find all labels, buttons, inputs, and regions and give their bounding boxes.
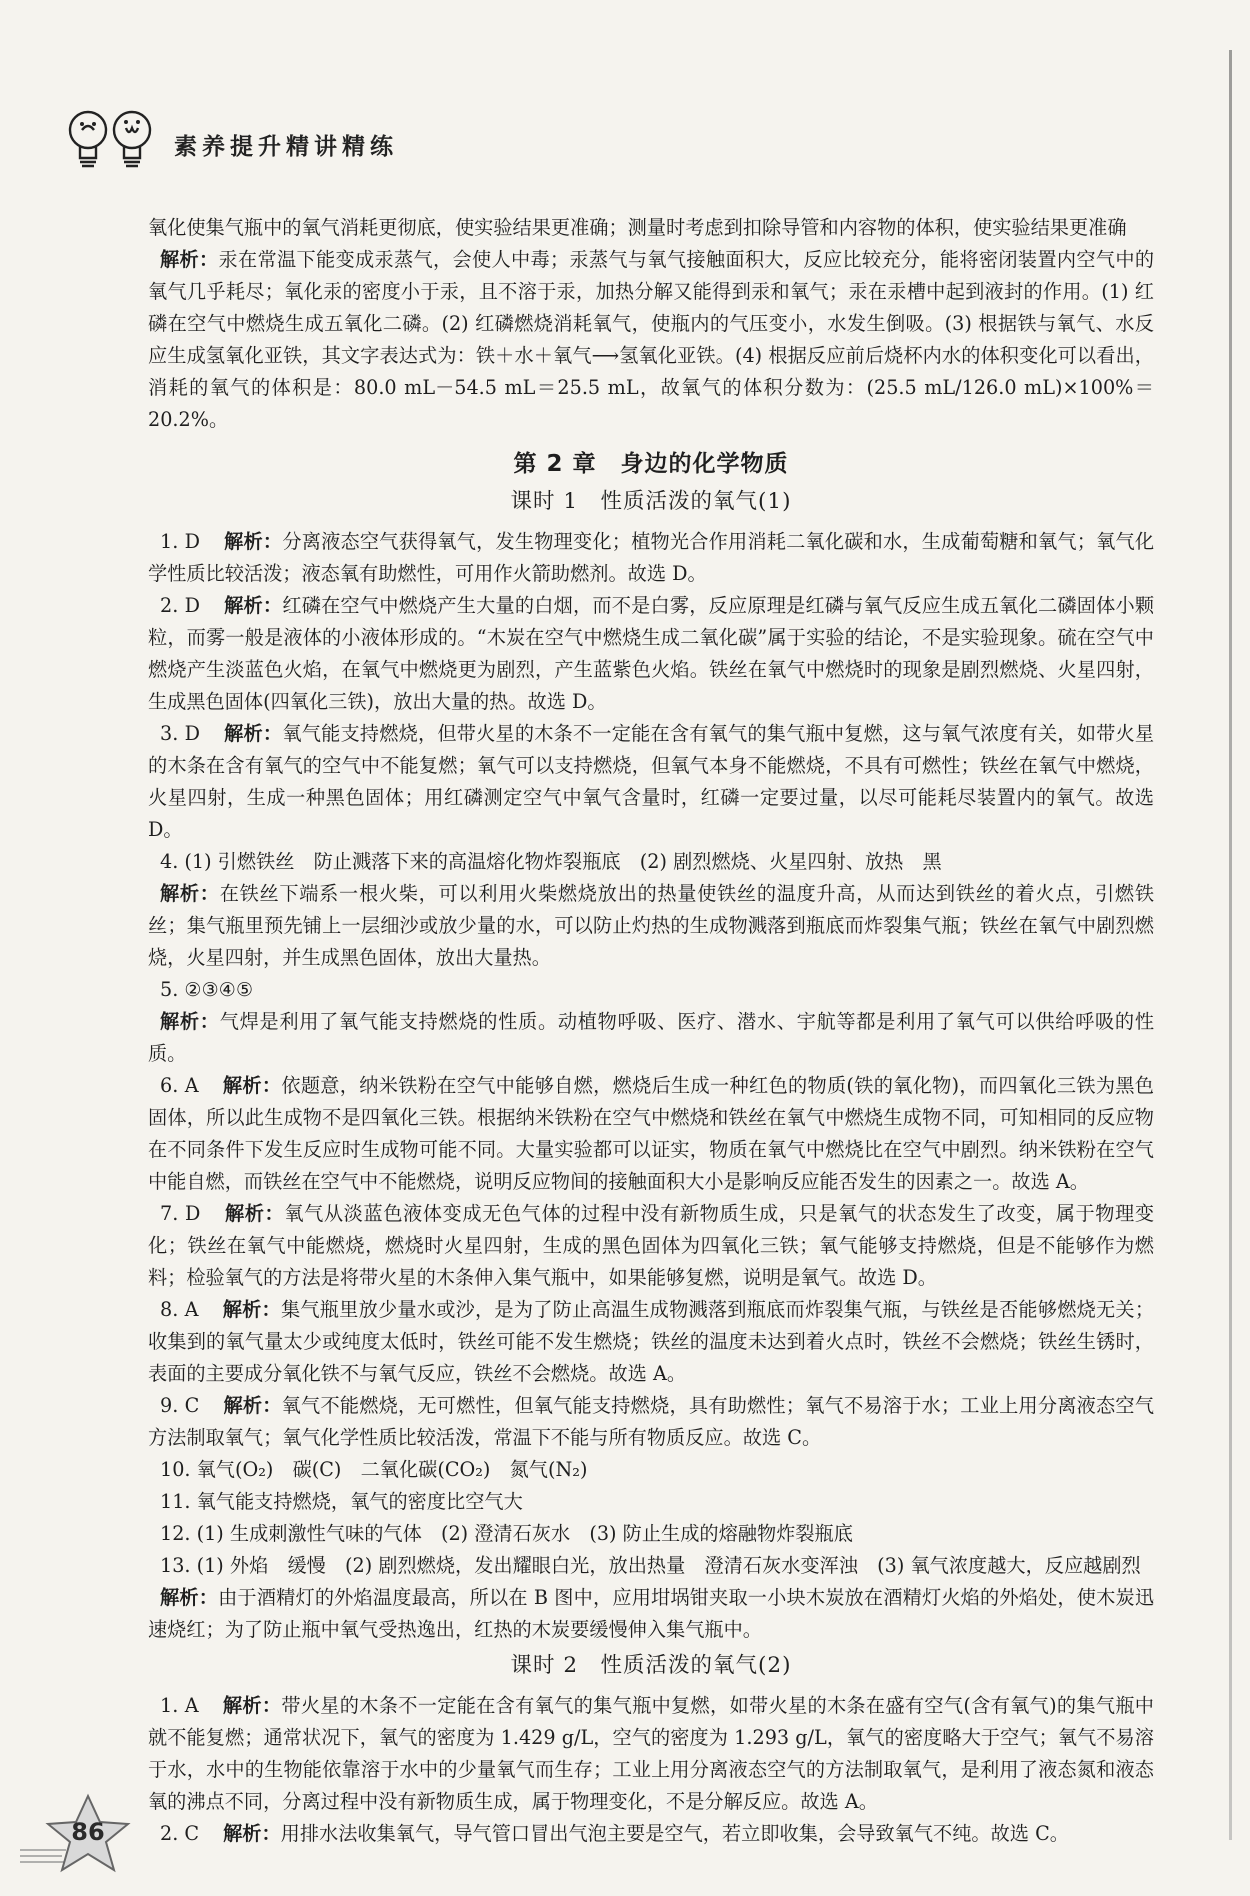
l2-q1: 1. A 解析：带火星的木条不一定能在含有氧气的集气瓶中复燃，如带火星的木条在盛有空气(含有氧气)的集气瓶中就不能复燃；通常状况下，氧气的密度为 1.429 g/L，空气的密度为 1.293 g/L，氧气的密度略大于空气；氧气不易溶于水，水中的生物能依靠溶于水中的少量氧气而生存；工业上用分离液态空气的方法制取氧气，是利用了液态氮和液态氧的沸点不同，分离过程中没有新物质生成，属于物理变化，不是分解反应。故选 A。 [148, 1694, 1154, 1813]
page-number: 86 [71, 1818, 105, 1846]
l1-q4-answer: 4. (1) 引燃铁丝 防止溅落下来的高温熔化物炸裂瓶底 (2) 剧烈燃烧、火星四射、放热 黑 [160, 850, 942, 873]
lesson2-title: 课时 2 性质活泼的氧气(2) [510, 1653, 792, 1678]
l1-q9: 9. C 解析：氧气不能燃烧，无可燃性，但氧气能支持燃烧，具有助燃性；氧气不易溶于水；工业上用分离液态空气方法制取氧气；氧气化学性质比较活泼，常温下不能与所有物质反应。故选 C。 [148, 1394, 1155, 1449]
intro-continuation: 氧化使集气瓶中的氧气消耗更彻底，使实验结果更准确；测量时考虑到扣除导管和内容物的体积，使实验结果更准确 [148, 216, 1127, 239]
intro-analysis: 解析：汞在常温下能变成汞蒸气，会使人中毒；汞蒸气与氧气接触面积大，反应比较充分，能将密闭装置内空气中的氧气几乎耗尽；氧化汞的密度小于汞，且不溶于汞，加热分解又能得到汞和氧气；汞在汞槽中起到液封的作用。(1) 红磷在空气中燃烧生成五氧化二磷。(2) 红磷燃烧消耗氧气，使瓶内的气压变小，水发生倒吸。(3) 根据铁与氧气、水反应生成氢氧化亚铁，其文字表达式为：铁＋水＋氧气⟶氢氧化亚铁。(4) 根据反应前后烧杯内水的体积变化可以看出，消耗的氧气的体积是：80.0 mL－54.5 mL＝25.5 mL，故氧气的体积分数为：(25.5 mL/126.0 mL)×100%＝20.2%。 [148, 248, 1155, 431]
l1-q4-analysis: 解析：在铁丝下端系一根火柴，可以利用火柴燃烧放出的热量使铁丝的温度升高，从而达到铁丝的着火点，引燃铁丝；集气瓶里预先铺上一层细沙或放少量的水，可以防止灼热的生成物溅落到瓶底而炸裂集气瓶；铁丝在氧气中剧烈燃烧，火星四射，并生成黑色固体，放出大量热。 [148, 882, 1155, 969]
l1-q13-answer: 13. (1) 外焰 缓慢 (2) 剧烈燃烧，发出耀眼白光，放出热量 澄清石灰水变浑浊 (3) 氧气浓度越大，反应越剧烈 [160, 1554, 1141, 1577]
l1-q5-analysis: 解析：气焊是利用了氧气能支持燃烧的性质。动植物呼吸、医疗、潜水、宇航等都是利用了氧气可以供给呼吸的性质。 [148, 1010, 1155, 1065]
book-spine-shadow [1229, 50, 1232, 1840]
lesson1-title: 课时 1 性质活泼的氧气(1) [510, 489, 792, 514]
l1-q13-analysis: 解析：由于酒精灯的外焰温度最高，所以在 B 图中，应用坩埚钳夹取一小块木炭放在酒精灯火焰的外焰处，使木炭迅速烧红；为了防止瓶中氧气受热逸出，红热的木炭要缓慢伸入集气瓶中。 [148, 1586, 1155, 1641]
header-title: 素养提升精讲精练 [174, 134, 398, 160]
l1-q5-answer: 5. ②③④⑤ [160, 978, 254, 1001]
l1-q10: 10. 氧气(O₂) 碳(C) 二氧化碳(CO₂) 氮气(N₂) [160, 1458, 588, 1481]
l1-q8: 8. A 解析：集气瓶里放少量水或沙，是为了防止高温生成物溅落到瓶底而炸裂集气瓶，与铁丝是否能够燃烧无关；收集到的氧气量太少或纯度太低时，铁丝可能不发生燃烧；铁丝的温度未达到着火点时，铁丝不会燃烧；铁丝生锈时，表面的主要成分氧化铁不与氧气反应，铁丝不会燃烧。故选 A。 [148, 1298, 1155, 1385]
answer-content [148, 212, 1154, 1850]
page-footer [20, 1790, 180, 1880]
chapter-title: 第 2 章 身边的化学物质 [513, 451, 789, 477]
l2-q2: 2. C 解析：用排水法收集氧气，导气管口冒出气泡主要是空气，若立即收集，会导致氧气不纯。故选 C。 [160, 1822, 1069, 1845]
l1-q12: 12. (1) 生成刺激性气味的气体 (2) 澄清石灰水 (3) 防止生成的熔融物炸裂瓶底 [160, 1522, 853, 1545]
l1-q11: 11. 氧气能支持燃烧，氧气的密度比空气大 [160, 1490, 523, 1513]
l1-q7: 7. D 解析：氧气从淡蓝色液体变成无色气体的过程中没有新物质生成，只是氧气的状态发生了改变，属于物理变化；铁丝在氧气中能燃烧，燃烧时火星四射，生成的黑色固体为四氧化三铁；氧气能够支持燃烧，但是不能够作为燃料；检验氧气的方法是将带火星的木条伸入集气瓶中，如果能够复燃，说明是氧气。故选 D。 [148, 1202, 1155, 1289]
l1-q3: 3. D 解析：氧气能支持燃烧，但带火星的木条不一定能在含有氧气的集气瓶中复燃，这与氧气浓度有关，如带火星的木条在含有氧气的空气中不能复燃；氧气可以支持燃烧，但氧气本身不能燃烧，不具有可燃性；铁丝在氧气中燃烧，火星四射，生成一种黑色固体；用红磷测定空气中氧气含量时，红磷一定要过量，以尽可能耗尽装置内的氧气。故选 D。 [148, 722, 1155, 841]
l1-q6: 6. A 解析：依题意，纳米铁粉在空气中能够自燃，燃烧后生成一种红色的物质(铁的氧化物)，而四氧化三铁为黑色固体，所以此生成物不是四氧化三铁。根据纳米铁粉在空气中燃烧和铁丝在氧气中燃烧生成物不同，可知相同的反应物在不同条件下发生反应时生成物可能不同。大量实验都可以证实，物质在氧气中燃烧比在空气中剧烈。纳米铁粉在空气中能自燃，而铁丝在空气中不能燃烧，说明反应物间的接触面积大小是影响反应能否发生的因素之一。故选 A。 [148, 1074, 1154, 1193]
lightbulb-icon [62, 100, 162, 180]
l1-q1: 1. D 解析：分离液态空气获得氧气，发生物理变化；植物光合作用消耗二氧化碳和水，生成葡萄糖和氧气；氧气化学性质比较活泼；液态氧有助燃性，可用作火箭助燃剂。故选 D。 [148, 530, 1155, 585]
l1-q2: 2. D 解析：红磷在空气中燃烧产生大量的白烟，而不是白雾，反应原理是红磷与氧气反应生成五氧化二磷固体小颗粒，而雾一般是液体的小液体形成的。“木炭在空气中燃烧生成二氧化碳”属于实验的结论，不是实验现象。硫在空气中燃烧产生淡蓝色火焰，在氧气中燃烧更为剧烈，产生蓝紫色火焰。铁丝在氧气中燃烧时的现象是剧烈燃烧、火星四射，生成黑色固体(四氧化三铁)，放出大量的热。故选 D。 [148, 594, 1155, 713]
